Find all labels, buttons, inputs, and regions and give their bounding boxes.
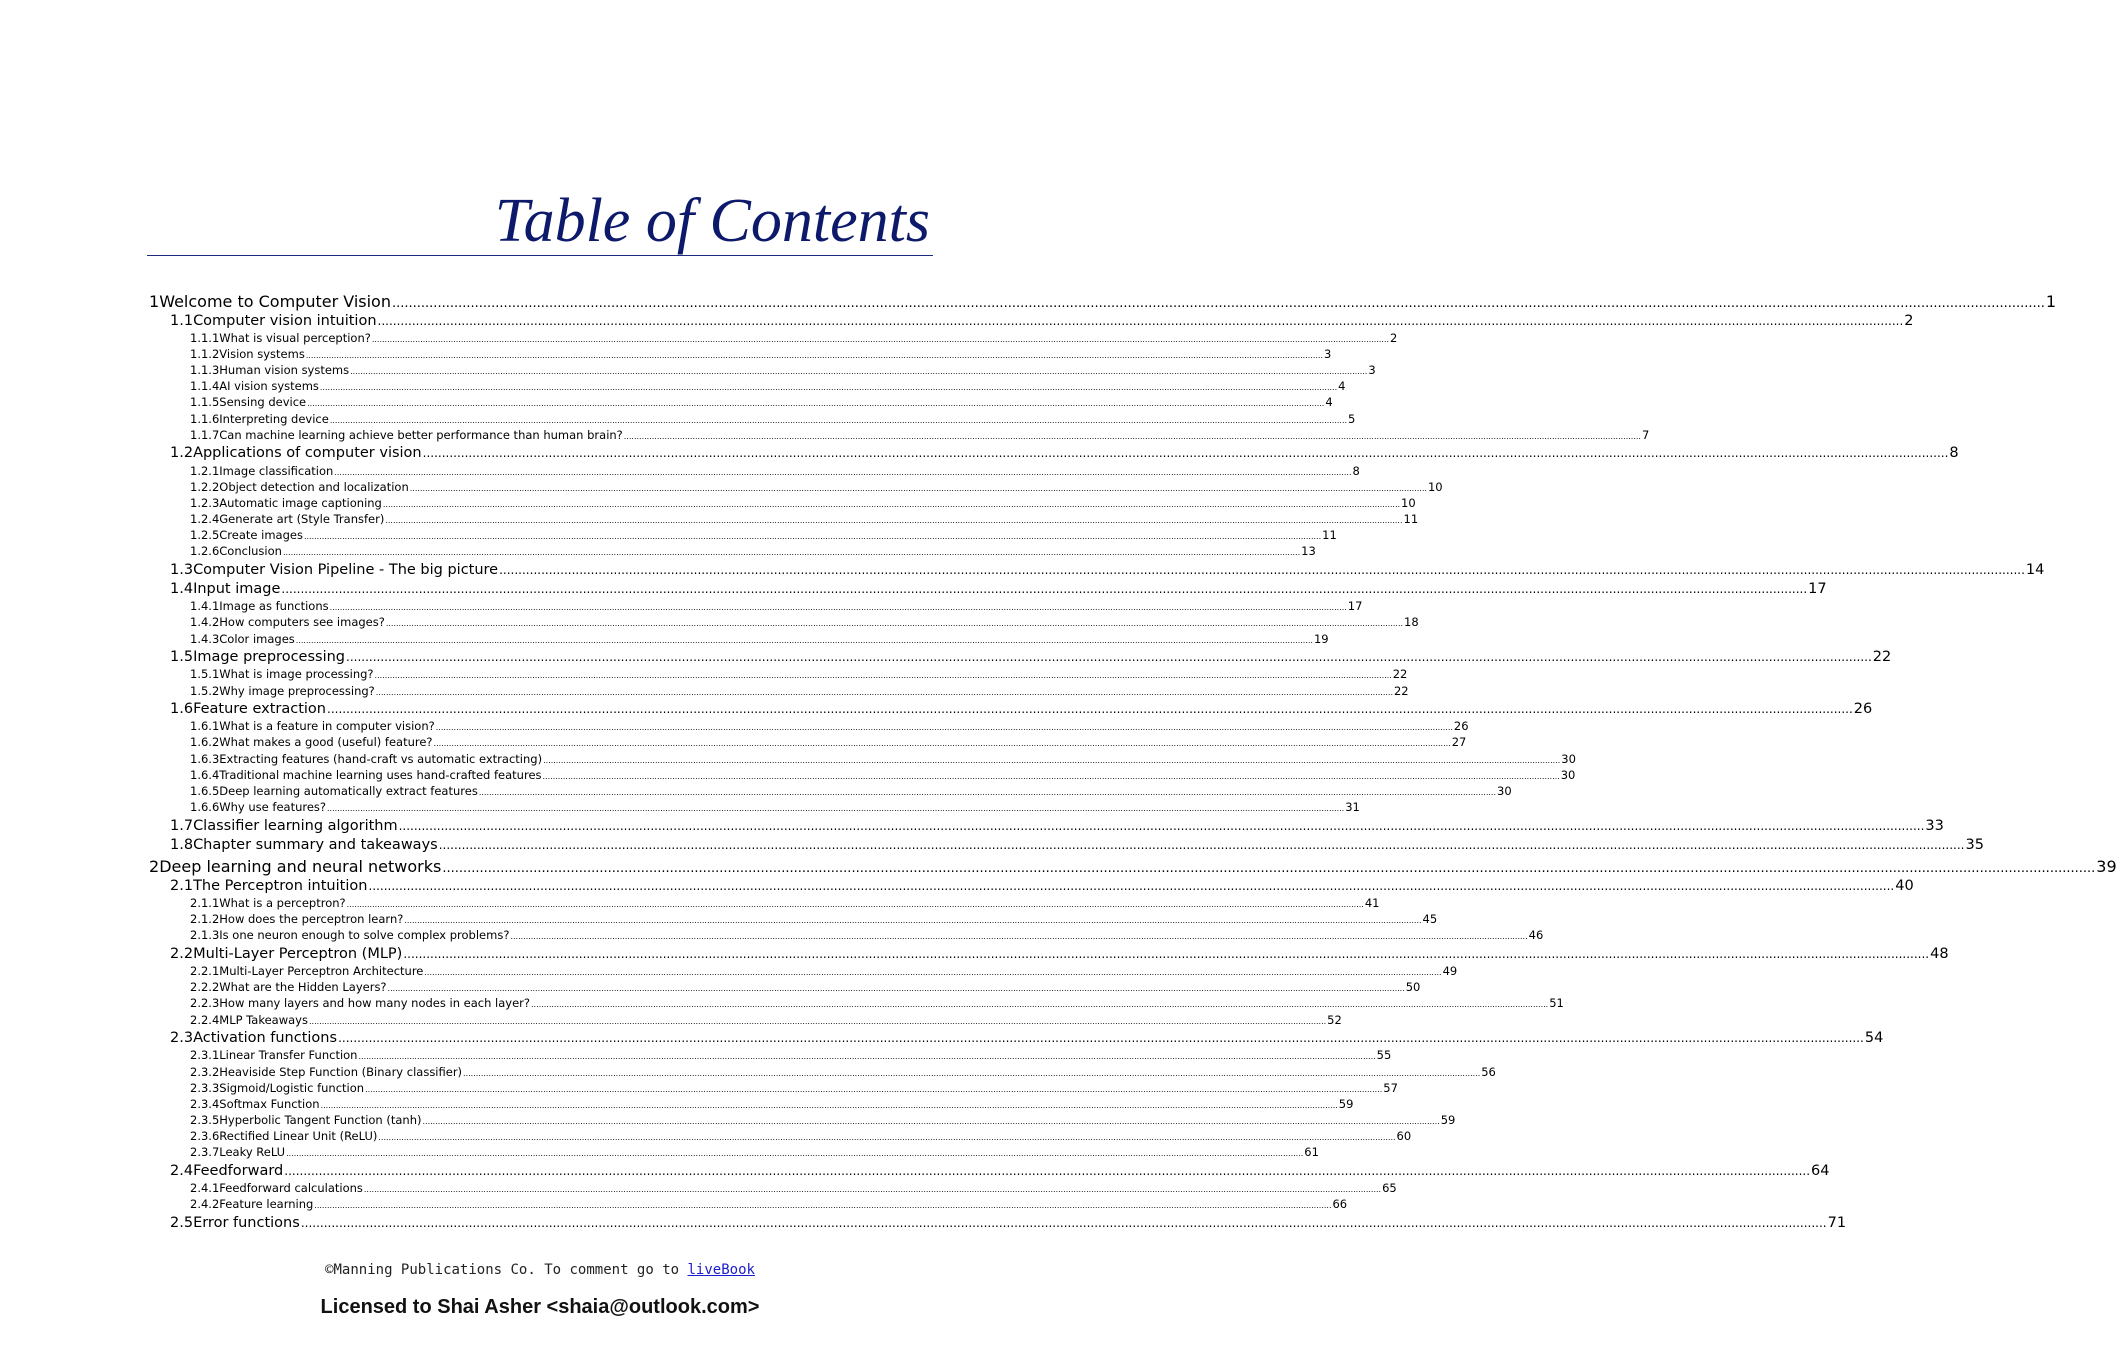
toc-entry-2-2-2[interactable] [190,980,1421,995]
toc-entry-page: 22 [1872,649,1892,666]
toc-entry-page: 30 [1497,783,1512,798]
toc-entry-1-5-1[interactable] [190,667,1408,682]
toc-entry-number: 1.4.3 [190,631,220,646]
toc-entry-number: 1.1.1 [190,330,220,345]
toc-entry-number: 2.2.4 [190,1012,220,1027]
toc-entry-title: Classifier learning algorithm [193,817,398,834]
toc-dot-leader: ................................................................................................................................................................................................................................................................................................................................................................................................................ [378,1133,1396,1143]
toc-entry-number: 1.8 [170,836,194,853]
toc-entry-1-3[interactable] [170,561,2045,580]
toc-entry-page: 3 [1368,363,1376,378]
toc-entry-page: 17 [1808,580,1827,597]
toc-entry-page: 17 [1347,599,1363,614]
toc-entry-title: Generate art (Style Transfer) [219,511,385,526]
toc-dot-leader: ................................................................................................................................................................................................................................................................................................................................................................................................................ [377,313,1904,328]
toc-entry-number: 2.2.2 [190,980,220,995]
toc-entry-number: 2.3.5 [190,1113,220,1127]
toc-dot-leader: ................................................................................................................................................................................................................................................................................................................................................................................................................ [350,367,1368,377]
toc-entry-1-2-2[interactable] [190,479,1443,495]
toc-entry-title: AI vision systems [219,379,319,394]
toc-entry-title: How many layers and how many nodes in each layer? [219,996,531,1011]
toc-entry-title: Conclusion [219,544,282,559]
toc-dot-leader: ................................................................................................................................................................................................................................................................................................................................................................................................................ [623,431,1641,441]
toc-entry-number: 2.5 [170,1214,194,1231]
toc-entry-title: Human vision systems [219,363,350,378]
toc-entry-title: Feature extraction [193,701,326,717]
toc-dot-leader: ................................................................................................................................................................................................................................................................................................................................................................................................................ [368,878,1895,893]
toc-entry-page: 5 [1348,411,1356,426]
toc-entry-page: 66 [1332,1197,1348,1212]
toc-entry-number: 1.6.3 [190,751,220,766]
toc-dot-leader: ................................................................................................................................................................................................................................................................................................................................................................................................................ [284,1163,1811,1178]
toc-entry-title: Why use features? [219,800,327,815]
toc-entry-page: 49 [1442,964,1458,979]
toc-entry-page: 65 [1382,1181,1397,1196]
toc-entry-title: How does the perceptron learn? [219,912,404,927]
toc-dot-leader: ................................................................................................................................................................................................................................................................................................................................................................................................................ [374,671,1392,681]
toc-entry-page: 4 [1325,395,1333,410]
footer-copyright [0,1262,1080,1278]
toc-entry-2-5[interactable] [170,1214,1847,1233]
toc-entry-number: 2.1.1 [190,896,220,911]
toc-entry-2-3-3[interactable] [190,1080,1398,1096]
toc-entry-page: 59 [1440,1113,1456,1127]
toc-dot-leader: ................................................................................................................................................................................................................................................................................................................................................................................................................ [327,702,1853,716]
toc-entry-number: 2.3.4 [190,1096,220,1111]
toc-entry-number: 2.1.2 [190,912,220,927]
toc-entry-number: 2.4.2 [190,1197,220,1212]
toc-entry-title: Extracting features (hand-craft vs automatic extracting) [219,751,543,766]
toc-entry-page: 2 [1390,330,1398,345]
toc-dot-leader: ................................................................................................................................................................................................................................................................................................................................................................................................................ [435,723,1453,733]
toc-entry-title: What is a feature in computer vision? [219,719,435,734]
toc-entry-page: 13 [1301,544,1316,559]
toc-entry-1-2-4[interactable] [190,511,1419,527]
toc-entry-2-3-2[interactable] [190,1064,1496,1080]
toc-entry-number: 2.3.2 [190,1064,220,1079]
toc-entry-1-4-3[interactable] [190,631,1329,647]
toc-entry-number: 1.1.5 [190,395,220,410]
toc-entry-title: Image preprocessing [193,649,345,666]
toc-entry-1-6[interactable] [170,701,1873,719]
toc-entry-1-6-2[interactable] [190,735,1467,750]
toc-dot-leader: ................................................................................................................................................................................................................................................................................................................................................................................................................ [329,415,1348,425]
toc-entry-number: 1.2.4 [190,511,220,526]
toc-entry-1-1[interactable] [170,312,1914,331]
toc-dot-leader: ................................................................................................................................................................................................................................................................................................................................................................................................................ [433,739,1451,749]
toc-entry-1-7[interactable] [170,817,1944,836]
toc-dot-leader: ................................................................................................................................................................................................................................................................................................................................................................................................................ [403,946,1930,961]
toc-entry-1-1-7[interactable] [190,427,1650,443]
toc-entry-title: Leaky ReLU [219,1145,286,1160]
toc-entry-number: 2.2.1 [190,964,220,979]
toc-entry-title: Feedforward [193,1162,284,1179]
license-line: Licensed to Shai Asher <shaia@outlook.com> [320,1296,760,1318]
toc-entry-2-4-1[interactable] [190,1181,1397,1196]
toc-entry-number: 1.2.6 [190,544,220,559]
toc-entry-number: 1.1.2 [190,346,220,361]
toc-entry-2-1-1[interactable] [190,896,1380,911]
toc-entry-page: 10 [1401,495,1416,510]
toc-entry-number: 1.2 [170,445,194,462]
page-title: Table of Contents [494,187,930,255]
toc-entry-title: Why image preprocessing? [219,683,375,698]
toc-entry-title: What is visual perception? [219,330,371,345]
toc-entry-number: 1.6.6 [190,800,220,815]
toc-dot-leader: ................................................................................................................................................................................................................................................................................................................................................................................................................ [305,350,1323,360]
toc-entry-title: Sensing device [219,395,307,410]
toc-entry-page: 52 [1327,1012,1342,1027]
toc-entry-page: 31 [1345,800,1360,815]
toc-entry-page: 4 [1338,379,1346,394]
toc-entry-number: 1.2.3 [190,495,220,510]
toc-entry-number: 2.2 [170,945,194,962]
toc-entry-2-1-3[interactable] [190,928,1544,943]
toc-entry-2[interactable] [149,857,2117,877]
toc-entry-page: 71 [1827,1214,1847,1231]
toc-entry-1-2-5[interactable] [190,528,1337,543]
toc-entry-page: 30 [1561,751,1576,766]
toc-entry-number: 1.2.1 [190,463,220,478]
toc-entry-number: 2.1.3 [190,928,220,943]
toc-entry-1-4-2[interactable] [190,615,1419,630]
toc-entry-number: 1.4.1 [190,599,220,614]
toc-dot-leader: ................................................................................................................................................................................................................................................................................................................................................................................................................ [371,334,1390,344]
toc-entry-title: Can machine learning achieve better performance than human brain? [219,427,623,442]
toc-entry-title: Welcome to Computer Vision [159,292,391,311]
toc-dot-leader: ................................................................................................................................................................................................................................................................................................................................................................................................................ [387,984,1405,994]
toc-dot-leader: ................................................................................................................................................................................................................................................................................................................................................................................................................ [307,399,1325,409]
toc-dot-leader: ................................................................................................................................................................................................................................................................................................................................................................................................................ [338,1031,1864,1046]
toc-entry-1-8[interactable] [170,836,1984,855]
toc-entry-2-2[interactable] [170,945,1949,964]
toc-entry-title: How computers see images? [219,615,385,630]
toc-dot-leader: ................................................................................................................................................................................................................................................................................................................................................................................................................ [346,900,1364,910]
toc-entry-page: 1 [2045,292,2057,311]
toc-entry-number: 2.3 [170,1030,194,1047]
toc-dot-leader: ................................................................................................................................................................................................................................................................................................................................................................................................................ [422,446,1949,461]
toc-dot-leader: ................................................................................................................................................................................................................................................................................................................................................................................................................ [375,687,1393,697]
toc-entry-number: 2.4 [170,1162,194,1179]
toc-entry-title: Interpreting device [219,411,329,426]
toc-dot-leader: ................................................................................................................................................................................................................................................................................................................................................................................................................ [409,483,1427,493]
toc-entry-title: Color images [219,631,295,646]
toc-entry-number: 1.5.2 [190,683,220,698]
toc-entry-title: MLP Takeaways [219,1012,308,1027]
toc-entry-number: 1.1.7 [190,427,220,442]
toc-entry-page: 35 [1965,836,1984,853]
toc-dot-leader: ................................................................................................................................................................................................................................................................................................................................................................................................................ [295,635,1313,645]
toc-entry-1-1-4[interactable] [190,379,1346,394]
toc-dot-leader: ................................................................................................................................................................................................................................................................................................................................................................................................................ [510,932,1528,942]
livebook-link[interactable]: liveBook [687,1262,755,1278]
toc-entry-title: Linear Transfer Function [219,1048,358,1063]
toc-dot-leader: ................................................................................................................................................................................................................................................................................................................................................................................................................ [542,771,1560,781]
toc-entry-page: 8 [1949,445,1959,462]
toc-entry-page: 26 [1453,719,1469,734]
toc-entry-number: 2.3.6 [190,1129,220,1144]
toc-entry-number: 1.2.2 [190,479,220,494]
toc-entry-title: Image as functions [219,599,329,614]
toc-entry-1-6-3[interactable] [190,751,1576,767]
toc-entry-1[interactable] [149,292,2057,312]
toc-entry-number: 1.4.2 [190,615,220,630]
toc-entry-title: What makes a good (useful) feature? [219,735,433,750]
toc-dot-leader: ................................................................................................................................................................................................................................................................................................................................................................................................................ [543,755,1561,765]
toc-entry-1-1-6[interactable] [190,411,1356,427]
toc-entry-page: 7 [1641,427,1650,442]
toc-dot-leader: ................................................................................................................................................................................................................................................................................................................................................................................................................ [314,1201,1332,1211]
toc-dot-leader: ................................................................................................................................................................................................................................................................................................................................................................................................................ [404,916,1422,926]
toc-entry-title: Computer vision intuition [193,312,377,329]
toc-entry-page: 45 [1422,912,1438,927]
toc-entry-title: The Perceptron intuition [193,877,368,894]
toc-dot-leader: ................................................................................................................................................................................................................................................................................................................................................................................................................ [438,837,1965,852]
toc-dot-leader: ................................................................................................................................................................................................................................................................................................................................................................................................................ [300,1215,1827,1230]
toc-entry-title: Multi-Layer Perceptron Architecture [219,964,424,979]
toc-dot-leader: ................................................................................................................................................................................................................................................................................................................................................................................................................ [365,1084,1383,1094]
toc-entry-1-2-1[interactable] [190,463,1360,479]
toc-entry-page: 11 [1322,528,1337,543]
toc-entry-page: 19 [1313,631,1329,646]
toc-entry-number: 1.1.6 [190,411,220,426]
toc-entry-number: 1 [149,292,160,311]
toc-dot-leader: ................................................................................................................................................................................................................................................................................................................................................................................................................ [327,804,1345,814]
toc-entry-page: 33 [1925,817,1944,834]
toc-entry-1-1-2[interactable] [190,346,1332,362]
toc-entry-1-6-6[interactable] [190,800,1360,815]
toc-entry-title: Automatic image captioning [219,495,382,510]
toc-entry-title: Hyperbolic Tangent Function (tanh) [219,1113,422,1127]
toc-entry-number: 1.5 [170,649,194,666]
toc-entry-page: 22 [1392,667,1408,682]
toc-entry-title: Computer Vision Pipeline - The big picture [193,561,499,578]
toc-entry-page: 14 [2025,561,2045,578]
toc-entry-number: 1.6 [170,701,194,717]
toc-entry-title: Chapter summary and takeaways [193,836,438,853]
toc-entry-1-2[interactable] [170,445,1959,463]
toc-entry-1-1-5[interactable] [190,395,1333,410]
toc-entry-page: 41 [1364,896,1380,911]
toc-entry-title: Feedforward calculations [219,1181,363,1196]
toc-entry-2-3[interactable] [170,1030,1884,1048]
toc-entry-number: 2.3.7 [190,1145,220,1160]
toc-entry-page: 51 [1549,996,1564,1011]
toc-dot-leader: ................................................................................................................................................................................................................................................................................................................................................................................................................ [398,818,1925,833]
toc-entry-page: 2 [1904,312,1914,329]
toc-entry-1-6-5[interactable] [190,783,1512,799]
toc-entry-title: Vision systems [219,346,305,361]
toc-entry-title: Input image [193,580,281,597]
toc-dot-leader: ................................................................................................................................................................................................................................................................................................................................................................................................................ [531,1000,1549,1010]
toc-dot-leader: ................................................................................................................................................................................................................................................................................................................................................................................................................ [499,562,2025,577]
toc-entry-number: 1.1 [170,312,194,329]
toc-entry-number: 1.4 [170,580,194,597]
toc-entry-page: 55 [1376,1048,1392,1063]
toc-entry-page: 22 [1393,683,1409,698]
toc-dot-leader: ................................................................................................................................................................................................................................................................................................................................................................................................................ [422,1117,1440,1126]
toc-entry-page: 27 [1451,735,1467,750]
toc-dot-leader: ................................................................................................................................................................................................................................................................................................................................................................................................................ [442,861,2096,877]
toc-entry-1-6-1[interactable] [190,719,1469,734]
toc-entry-1-4[interactable] [170,580,1827,599]
toc-dot-leader: ................................................................................................................................................................................................................................................................................................................................................................................................................ [303,532,1322,542]
toc-entry-number: 2.4.1 [190,1181,220,1196]
toc-entry-2-2-4[interactable] [190,1012,1342,1028]
toc-dot-leader: ................................................................................................................................................................................................................................................................................................................................................................................................................ [320,1100,1338,1110]
toc-entry-page: 57 [1383,1080,1398,1095]
toc-entry-1-1-3[interactable] [190,363,1376,378]
toc-entry-number: 1.6.1 [190,719,220,734]
toc-entry-2-4-2[interactable] [190,1197,1348,1212]
toc-entry-page: 10 [1427,479,1443,494]
toc-entry-title: Traditional machine learning uses hand-crafted features [219,767,542,782]
toc-entry-number: 1.7 [170,817,194,834]
toc-entry-number: 2.2.3 [190,996,220,1011]
toc-entry-2-1-2[interactable] [190,912,1438,927]
toc-entry-page: 60 [1396,1129,1412,1144]
toc-entry-number: 1.6.4 [190,767,220,782]
toc-entry-2-3-6[interactable] [190,1129,1412,1144]
toc-entry-page: 40 [1895,877,1914,894]
toc-entry-title: Image classification [219,463,334,478]
toc-entry-title: Applications of computer vision [193,445,422,462]
toc-entry-number: 1.5.1 [190,667,220,682]
toc-entry-title: What is a perceptron? [219,896,346,911]
toc-entry-2-3-1[interactable] [190,1048,1392,1063]
toc-entry-title: Error functions [193,1214,300,1231]
toc-entry-page: 8 [1352,463,1360,478]
toc-dot-leader: ................................................................................................................................................................................................................................................................................................................................................................................................................ [363,1185,1382,1195]
toc-entry-page: 26 [1853,701,1873,717]
toc-entry-page: 54 [1864,1030,1884,1047]
toc-entry-title: What are the Hidden Layers? [219,980,387,995]
toc-dot-leader: ................................................................................................................................................................................................................................................................................................................................................................................................................ [308,1016,1327,1026]
toc-dot-leader: ................................................................................................................................................................................................................................................................................................................................................................................................................ [382,499,1401,509]
toc-entry-page: 46 [1528,928,1544,943]
toc-entry-page: 11 [1403,511,1419,526]
toc-entry-2-4[interactable] [170,1162,1830,1181]
toc-entry-title: Feature learning [219,1197,314,1212]
toc-dot-leader: ................................................................................................................................................................................................................................................................................................................................................................................................................ [358,1052,1376,1062]
toc-entry-number: 1.6.2 [190,735,220,750]
toc-entry-2-3-5[interactable] [190,1113,1456,1128]
toc-entry-title: Deep learning and neural networks [159,857,442,877]
toc-entry-2-1[interactable] [170,877,1914,896]
toc-entry-number: 2 [149,857,160,877]
toc-entry-title: Softmax Function [219,1096,320,1111]
toc-entry-1-1-1[interactable] [190,330,1398,346]
toc-dot-leader: ................................................................................................................................................................................................................................................................................................................................................................................................................ [391,296,2045,311]
toc-entry-page: 18 [1404,615,1419,630]
toc-entry-2-2-1[interactable] [190,964,1458,979]
toc-entry-2-3-4[interactable] [190,1096,1354,1112]
toc-entry-number: 2.3.1 [190,1048,220,1063]
toc-entry-page: 59 [1338,1096,1354,1111]
toc-entry-title: Create images [219,528,303,543]
toc-entry-page: 50 [1405,980,1421,995]
toc-entry-page: 30 [1560,767,1576,782]
toc-entry-title: What is image processing? [219,667,374,682]
toc-entry-1-5-2[interactable] [190,683,1409,699]
toc-dot-leader: ................................................................................................................................................................................................................................................................................................................................................................................................................ [334,467,1352,477]
toc-dot-leader: ................................................................................................................................................................................................................................................................................................................................................................................................................ [282,548,1301,558]
toc-entry-1-5[interactable] [170,649,1892,667]
toc-entry-page: 48 [1930,945,1949,962]
toc-dot-leader: ................................................................................................................................................................................................................................................................................................................................................................................................................ [286,1149,1304,1159]
toc-entry-title: Heaviside Step Function (Binary classifier) [219,1064,463,1079]
toc-dot-leader: ................................................................................................................................................................................................................................................................................................................................................................................................................ [329,603,1347,613]
toc-entry-2-3-7[interactable] [190,1145,1319,1160]
toc-entry-page: 39 [2096,857,2117,877]
toc-entry-1-2-6[interactable] [190,544,1316,559]
toc-entry-1-4-1[interactable] [190,599,1363,614]
toc-entry-title: Deep learning automatically extract features [219,783,478,798]
toc-dot-leader: ................................................................................................................................................................................................................................................................................................................................................................................................................ [385,619,1404,629]
toc-entry-title: Is one neuron enough to solve complex problems? [219,928,510,943]
toc-entry-number: 1.1.3 [190,363,220,378]
toc-entry-number: 2.3.3 [190,1080,220,1095]
toc-dot-leader: ................................................................................................................................................................................................................................................................................................................................................................................................................ [319,383,1338,393]
toc-entry-number: 1.6.5 [190,783,220,798]
toc-entry-number: 1.3 [170,561,194,578]
toc-entry-title: Rectified Linear Unit (ReLU) [219,1129,378,1144]
toc-entry-page: 3 [1324,346,1332,361]
toc-entry-page: 56 [1481,1064,1496,1079]
toc-entry-title: Sigmoid/Logistic function [219,1080,365,1095]
toc-dot-leader: ................................................................................................................................................................................................................................................................................................................................................................................................................ [385,515,1403,525]
toc-entry-page: 61 [1304,1145,1319,1160]
toc-entry-2-2-3[interactable] [190,996,1564,1011]
toc-entry-title: Object detection and localization [219,479,409,494]
toc-dot-leader: ................................................................................................................................................................................................................................................................................................................................................................................................................ [346,650,1872,665]
toc-entry-page: 64 [1811,1162,1830,1179]
toc-entry-1-6-4[interactable] [190,767,1576,783]
toc-dot-leader: ................................................................................................................................................................................................................................................................................................................................................................................................................ [424,968,1442,978]
toc-entry-title: Multi-Layer Perceptron (MLP) [193,945,403,962]
toc-entry-number: 1.1.4 [190,379,220,394]
toc-entry-number: 2.1 [170,877,194,894]
toc-dot-leader: ................................................................................................................................................................................................................................................................................................................................................................................................................ [463,1068,1481,1078]
toc-dot-leader: ................................................................................................................................................................................................................................................................................................................................................................................................................ [281,581,1808,596]
toc-entry-title: Activation functions [193,1030,338,1047]
toc-dot-leader: ................................................................................................................................................................................................................................................................................................................................................................................................................ [478,787,1497,797]
copyright-text: ©Manning Publications Co. To comment go to [325,1262,688,1278]
toc-entry-number: 1.2.5 [190,528,220,543]
toc-entry-1-2-3[interactable] [190,495,1416,511]
title-rule [147,255,933,256]
